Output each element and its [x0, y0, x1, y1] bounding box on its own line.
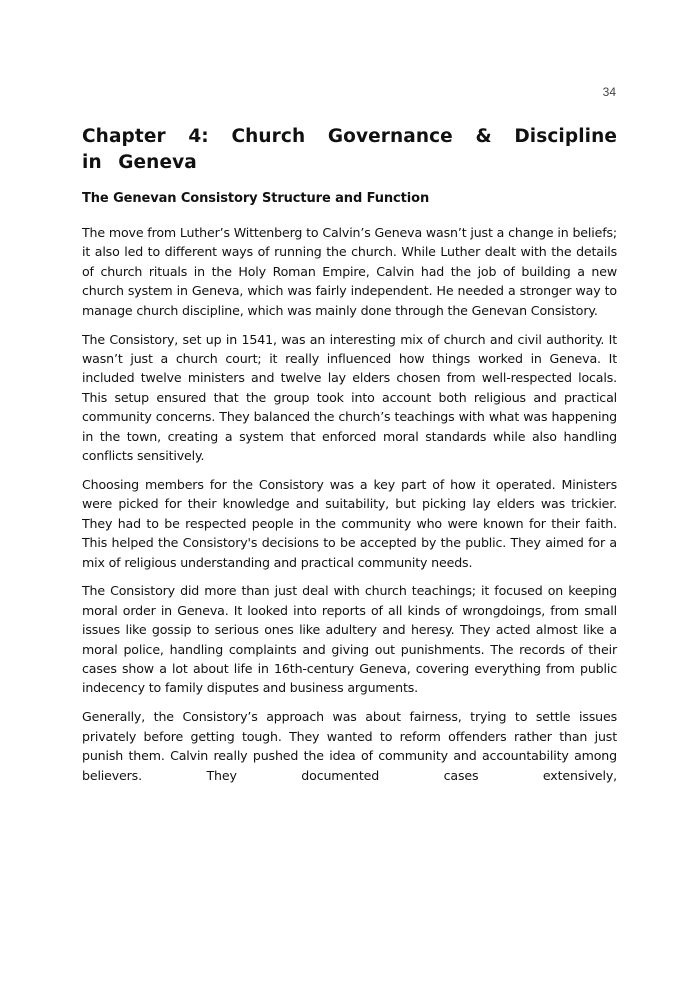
page-number: 34	[602, 85, 616, 99]
body-paragraph: The move from Luther’s Wittenberg to Calvin’s Geneva wasn’t just a change in beliefs; it also led to different ways of running the church. While Luther dealt with the details of church rituals in the Holy Roman Empire, Calvin had the job of building a new church system in Geneva, which was fairly independent. He needed a stronger way to manage church discipline, which was mainly done through the Genevan Consistory.	[82, 225, 617, 318]
body-paragraph: Choosing members for the Consistory was a key part of how it operated. Ministers were picked for their knowledge and suitability, but picking lay elders was trickier. They had to be respected people in the community who were known for their faith. This helped the Consistory's decisions to be accepted by the public. They aimed for a mix of religious understanding and practical community needs.	[82, 476, 617, 570]
body-paragraph: The Consistory did more than just deal with church teachings; it focused on keeping moral order in Geneva. It looked into reports of all kinds of wrongdoings, from small issues like gossip to serious ones like adultery and heresy. They acted almost like a moral police, handling complaints and giving out punishments. The records of their cases show a lot about life in 16th-century Geneva, covering everything from public indecency to family disputes and business arguments.	[82, 583, 617, 696]
section-heading: The Genevan Consistory Structure and Function	[82, 191, 430, 206]
chapter-title: Chapter 4: Church Governance & Discipline in Geneva	[82, 126, 617, 173]
page-content	[82, 124, 617, 794]
body-paragraph: The Consistory, set up in 1541, was an interesting mix of church and civil authority. It wasn’t just a church court; it really influenced how things worked in Geneva. It included twelve ministers and twelve lay elders chosen from well-respected locals. This setup ensured that the group took into account both religious and practical community concerns. They balanced the church’s teachings with what was happening in the town, creating a system that enforced moral standards while also handling conflicts sensitively.	[82, 331, 617, 463]
body-paragraph: Generally, the Consistory’s approach was about fairness, trying to settle issues privately before getting tough. They wanted to reform offenders rather than just punish them. Calvin really pushed the idea of community and accountability among believers. They documented cases extensively,	[82, 709, 617, 783]
